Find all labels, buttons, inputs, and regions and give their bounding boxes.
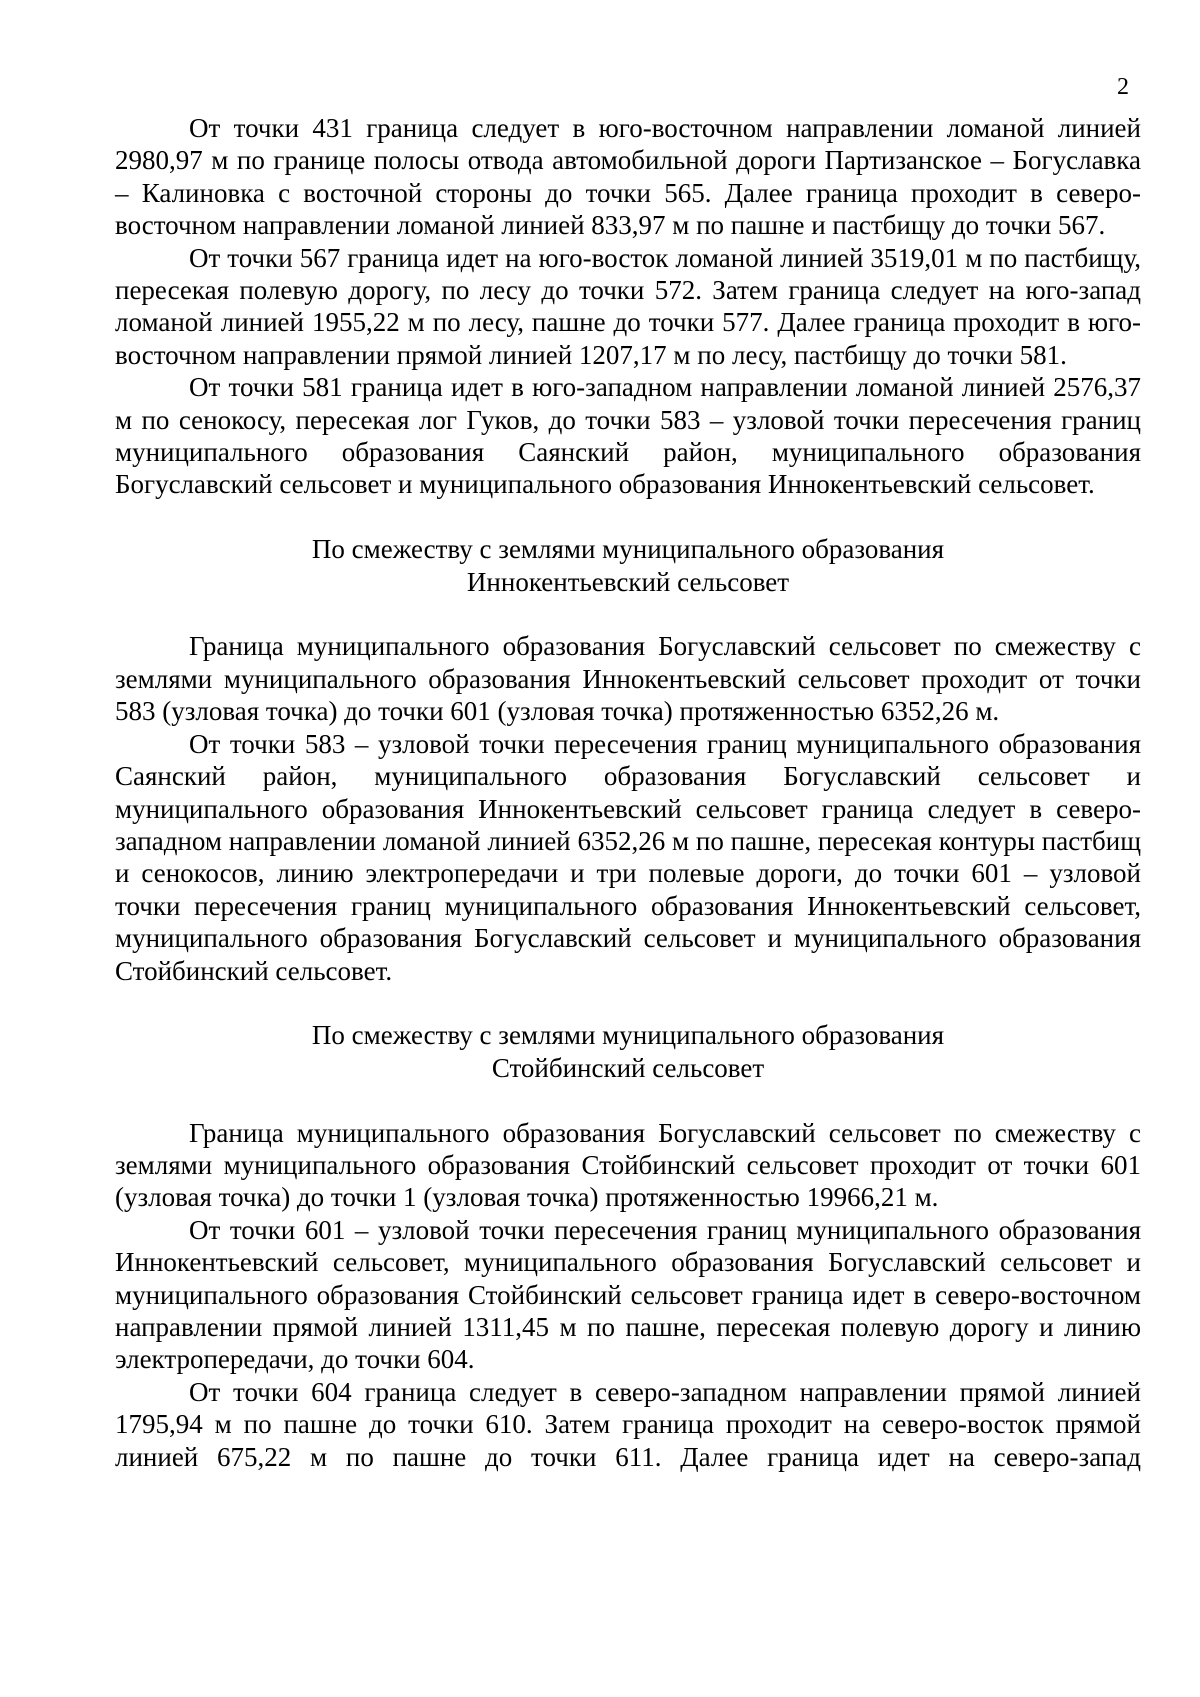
- section-heading-line: Стойбинский сельсовет: [491, 1052, 765, 1083]
- paragraph-4: Граница муниципального образования Богуславский сельсовет по смежеству с землями муниципального образования Иннокентьевский сельсовет проходит от точки 583 (узловая точка) до точки 601 (узловая точка) протяженностью 6352,26 м.: [115, 631, 1141, 727]
- paragraph-2: От точки 567 граница идет на юго-восток ломаной линией 3519,01 м по пастбищу, пересекая полевую дорогу, по лесу до точки 572. Затем граница следует на юго-запад ломаной линией 1955,22 м по лесу, пашне до точки 577. Далее граница проходит в юго-восточном направлении прямой линией 1207,17 м по лесу, пастбищу до точки 581.: [115, 242, 1141, 370]
- page-number: 2: [1117, 74, 1129, 100]
- section-heading-innokentyevsky: [115, 533, 1141, 598]
- document-body: [115, 112, 1141, 1473]
- paragraph-3: От точки 581 граница идет в юго-западном направлении ломаной линией 2576,37 м по сенокосу, пересекая лог Гуков, до точки 583 – узловой точки пересечения границ муниципального образования Саянский район, муниципального образования Богуславский сельсовет и муниципального образования Иннокентьевский сельсовет.: [115, 372, 1141, 500]
- section-heading-stoybinsky: [115, 1019, 1141, 1084]
- paragraph-1: От точки 431 граница следует в юго-восточном направлении ломаной линией 2980,97 м по границе полосы отвода автомобильной дороги Партизанское – Богуславка – Калиновка с восточной стороны до точки 565. Далее граница проходит в северо-восточном направлении ломаной линией 833,97 м по пашне и пастбищу до точки 567.: [115, 113, 1141, 241]
- paragraph-6: Граница муниципального образования Богуславский сельсовет по смежеству с землями муниципального образования Стойбинский сельсовет проходит от точки 601 (узловая точка) до точки 1 (узловая точка) протяженностью 19966,21 м.: [115, 1117, 1141, 1213]
- paragraph-7: От точки 601 – узловой точки пересечения границ муниципального образования Иннокентьевский сельсовет, муниципального образования Богуславский сельсовет и муниципального образования Стойбинский сельсовет граница идет в северо-восточном направлении прямой линией 1311,45 м по пашне, пересекая полевую дорогу и линию электропередачи, до точки 604.: [115, 1214, 1141, 1375]
- section-heading-line: По смежеству с землями муниципального образования: [311, 534, 945, 565]
- paragraph-8: От точки 604 граница следует в северо-западном направлении прямой линией 1795,94 м по пашне до точки 610. Затем граница проходит на северо-восток прямой линией 675,22 м по пашне до точки 611. Далее граница идет на северо-запад: [115, 1376, 1141, 1472]
- section-heading-line: По смежеству с землями муниципального образования: [311, 1020, 945, 1051]
- paragraph-5: От точки 583 – узловой точки пересечения границ муниципального образования Саянский район, муниципального образования Богуславский сельсовет и муниципального образования Иннокентьевский сельсовет граница следует в северо-западном направлении ломаной линией 6352,26 м по пашне, пересекая контуры пастбищ и сенокосов, линию электропередачи и три полевые дороги, до точки 601 – узловой точки пересечения границ муниципального образования Иннокентьевский сельсовет, муниципального образования Богуславский сельсовет и муниципального образования Стойбинский сельсовет.: [115, 728, 1141, 986]
- section-heading-line: Иннокентьевский сельсовет: [466, 566, 790, 597]
